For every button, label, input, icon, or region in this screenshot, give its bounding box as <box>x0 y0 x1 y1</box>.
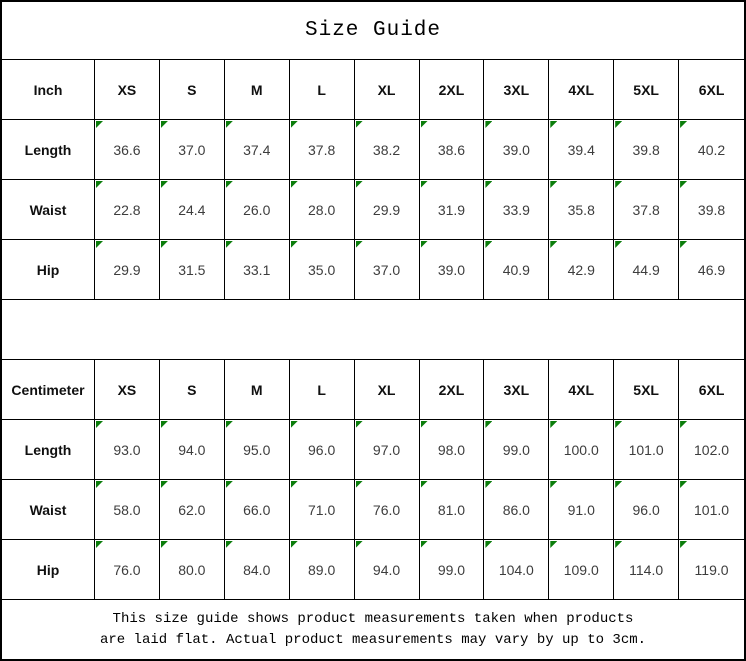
cell-marker-icon <box>291 241 298 248</box>
measurement-cell-label: 40.9 <box>502 261 530 278</box>
measurement-cell <box>95 420 160 480</box>
cell-marker-icon <box>96 121 103 128</box>
measurement-cell <box>355 240 420 300</box>
measurement-cell <box>484 420 549 480</box>
measurement-cell-label: 66.0 <box>243 501 271 518</box>
cell-marker-icon <box>226 481 233 488</box>
size-header-m-label: M <box>250 381 263 398</box>
size-header-l <box>290 360 355 420</box>
cell-marker-icon <box>615 421 622 428</box>
measurement-cell <box>484 480 549 540</box>
measurement-cell <box>225 540 290 600</box>
row-label-hip <box>2 240 95 300</box>
measurement-cell <box>420 480 485 540</box>
measurement-cell <box>679 180 744 240</box>
spacer-row <box>2 300 744 360</box>
row-label-hip <box>2 540 95 600</box>
measurement-cell-label: 93.0 <box>113 441 141 458</box>
size-header-6xl-label: 6XL <box>698 381 725 398</box>
row-label-hip-label: Hip <box>36 261 60 278</box>
cell-marker-icon <box>550 181 557 188</box>
cell-marker-icon <box>161 181 168 188</box>
measurement-cell-label: 35.8 <box>567 201 595 218</box>
measurement-cell <box>549 420 614 480</box>
measurement-cell <box>420 120 485 180</box>
measurement-cell-label: 38.2 <box>372 141 401 158</box>
cell-marker-icon <box>96 241 103 248</box>
cell-marker-icon <box>96 421 103 428</box>
measurement-cell <box>355 540 420 600</box>
size-header-4xl <box>549 60 614 120</box>
measurement-cell <box>355 120 420 180</box>
size-header-5xl-label: 5XL <box>633 81 659 98</box>
cell-marker-icon <box>615 541 622 548</box>
cell-marker-icon <box>485 421 492 428</box>
measurement-cell-label: 24.4 <box>178 201 206 218</box>
cell-marker-icon <box>550 541 557 548</box>
measurement-cell-label: 101.0 <box>694 501 730 518</box>
cell-marker-icon <box>356 421 363 428</box>
measurement-cell <box>290 480 355 540</box>
cell-marker-icon <box>96 541 103 548</box>
cell-marker-icon <box>356 121 363 128</box>
measurement-cell <box>95 540 160 600</box>
size-header-5xl <box>614 60 679 120</box>
size-header-xs-label: XS <box>117 381 137 398</box>
measurement-cell-label: 76.0 <box>372 501 401 518</box>
cell-marker-icon <box>485 241 492 248</box>
measurement-cell <box>420 180 485 240</box>
measurement-cell-label: 33.1 <box>243 261 271 278</box>
measurement-cell-label: 119.0 <box>694 561 729 578</box>
cell-marker-icon <box>356 241 363 248</box>
measurement-cell-label: 26.0 <box>243 201 271 218</box>
measurement-cell-label: 99.0 <box>437 561 466 578</box>
row-label-waist-label: Waist <box>29 501 67 518</box>
measurement-cell-label: 71.0 <box>308 501 336 518</box>
measurement-cell-label: 86.0 <box>502 501 530 518</box>
measurement-cell <box>160 240 225 300</box>
measurement-cell-label: 99.0 <box>502 441 530 458</box>
size-header-3xl <box>484 60 549 120</box>
cell-marker-icon <box>291 421 298 428</box>
cell-marker-icon <box>161 421 168 428</box>
measurement-cell-label: 97.0 <box>372 441 401 458</box>
measurement-cell-label: 98.0 <box>437 441 466 458</box>
measurement-cell-label: 39.8 <box>697 201 726 218</box>
unit-header-centimeter-label: Centimeter <box>11 381 85 398</box>
measurement-cell <box>355 480 420 540</box>
cell-marker-icon <box>680 121 687 128</box>
cell-marker-icon <box>161 241 168 248</box>
measurement-cell <box>160 420 225 480</box>
cell-marker-icon <box>421 121 428 128</box>
measurement-cell-label: 95.0 <box>243 441 271 458</box>
cell-marker-icon <box>161 481 168 488</box>
measurement-cell-label: 29.9 <box>372 201 401 218</box>
cell-marker-icon <box>291 541 298 548</box>
cell-marker-icon <box>356 481 363 488</box>
measurement-cell-label: 36.6 <box>113 141 141 158</box>
cell-marker-icon <box>550 481 557 488</box>
measurement-cell-label: 42.9 <box>567 261 595 278</box>
measurement-cell-label: 114.0 <box>629 561 664 578</box>
measurement-cell-label: 31.9 <box>437 201 466 218</box>
row-label-waist-label: Waist <box>29 201 67 218</box>
cell-marker-icon <box>485 481 492 488</box>
row-label-length-label: Length <box>24 441 72 458</box>
measurement-cell <box>225 240 290 300</box>
cell-marker-icon <box>615 241 622 248</box>
measurement-cell-label: 89.0 <box>308 561 336 578</box>
cell-marker-icon <box>680 181 687 188</box>
measurement-cell-label: 39.8 <box>632 141 660 158</box>
measurement-cell <box>484 180 549 240</box>
size-header-2xl-label: 2XL <box>438 81 465 98</box>
measurement-cell <box>549 480 614 540</box>
cell-marker-icon <box>615 181 622 188</box>
measurement-cell <box>225 120 290 180</box>
measurement-cell-label: 37.8 <box>632 201 660 218</box>
cell-marker-icon <box>421 541 428 548</box>
measurement-cell <box>549 240 614 300</box>
measurement-cell <box>549 180 614 240</box>
size-header-3xl <box>484 360 549 420</box>
unit-header-centimeter <box>2 360 95 420</box>
cell-marker-icon <box>550 121 557 128</box>
size-header-l-label: L <box>317 81 326 98</box>
measurement-cell-label: 39.0 <box>502 141 530 158</box>
measurement-cell <box>614 420 679 480</box>
unit-header-inch-label: Inch <box>33 81 63 98</box>
measurement-cell-label: 102.0 <box>694 441 730 458</box>
cell-marker-icon <box>356 181 363 188</box>
cell-marker-icon <box>226 121 233 128</box>
size-header-xs <box>95 60 160 120</box>
cell-marker-icon <box>226 421 233 428</box>
cell-marker-icon <box>161 121 168 128</box>
size-header-2xl <box>420 60 485 120</box>
footer-line-1: This size guide shows product measurements taken when products <box>112 611 634 628</box>
measurement-cell-label: 28.0 <box>308 201 336 218</box>
footer-note <box>2 600 744 659</box>
cell-marker-icon <box>226 541 233 548</box>
measurement-cell-label: 58.0 <box>113 501 141 518</box>
size-header-s-label: S <box>187 381 197 398</box>
measurement-cell <box>484 120 549 180</box>
cell-marker-icon <box>680 241 687 248</box>
measurement-cell <box>160 180 225 240</box>
measurement-cell <box>420 420 485 480</box>
size-header-3xl-label: 3XL <box>503 81 530 98</box>
measurement-cell <box>160 480 225 540</box>
page-title: Size Guide <box>2 2 744 60</box>
measurement-cell <box>614 540 679 600</box>
measurement-cell-label: 84.0 <box>243 561 271 578</box>
measurement-cell <box>679 420 744 480</box>
measurement-cell <box>614 120 679 180</box>
measurement-cell <box>95 240 160 300</box>
measurement-cell <box>95 480 160 540</box>
measurement-cell <box>679 240 744 300</box>
measurement-cell <box>355 420 420 480</box>
size-header-6xl <box>679 60 744 120</box>
measurement-cell <box>679 120 744 180</box>
cell-marker-icon <box>96 181 103 188</box>
cell-marker-icon <box>421 421 428 428</box>
size-header-6xl <box>679 360 744 420</box>
measurement-cell <box>679 540 744 600</box>
measurement-cell-label: 81.0 <box>437 501 466 518</box>
size-header-xl-label: XL <box>377 381 396 398</box>
measurement-cell-label: 94.0 <box>372 561 401 578</box>
cell-marker-icon <box>615 481 622 488</box>
size-header-m <box>225 360 290 420</box>
measurement-cell-label: 44.9 <box>632 261 660 278</box>
measurement-cell <box>484 240 549 300</box>
measurement-cell-label: 91.0 <box>567 501 595 518</box>
cell-marker-icon <box>485 121 492 128</box>
measurement-cell <box>225 180 290 240</box>
measurement-cell <box>355 180 420 240</box>
size-header-5xl <box>614 360 679 420</box>
size-header-4xl-label: 4XL <box>568 381 595 398</box>
measurement-cell-label: 37.0 <box>178 141 206 158</box>
cell-marker-icon <box>291 181 298 188</box>
footer-line-2: are laid flat. Actual product measurements may vary by up to 3cm. <box>99 631 647 648</box>
measurement-cell <box>614 240 679 300</box>
cell-marker-icon <box>356 541 363 548</box>
measurement-cell-label: 22.8 <box>113 201 141 218</box>
measurement-cell-label: 35.0 <box>308 261 336 278</box>
row-label-waist <box>2 180 95 240</box>
cell-marker-icon <box>485 541 492 548</box>
measurement-cell-label: 62.0 <box>178 501 206 518</box>
size-header-s <box>160 60 225 120</box>
measurement-cell <box>225 480 290 540</box>
measurement-cell-label: 100.0 <box>563 441 599 458</box>
measurement-cell-label: 33.9 <box>502 201 530 218</box>
cell-marker-icon <box>421 481 428 488</box>
measurement-cell <box>160 120 225 180</box>
cell-marker-icon <box>485 181 492 188</box>
size-header-4xl-label: 4XL <box>568 81 595 98</box>
cell-marker-icon <box>96 481 103 488</box>
cell-marker-icon <box>421 241 428 248</box>
size-header-xs-label: XS <box>117 81 137 98</box>
measurement-cell <box>614 180 679 240</box>
row-label-length <box>2 120 95 180</box>
cell-marker-icon <box>615 121 622 128</box>
size-header-xl <box>355 360 420 420</box>
size-header-4xl <box>549 360 614 420</box>
measurement-cell-label: 109.0 <box>563 561 599 578</box>
measurement-cell-label: 96.0 <box>308 441 336 458</box>
cell-marker-icon <box>421 181 428 188</box>
measurement-cell <box>290 120 355 180</box>
measurement-cell-label: 94.0 <box>178 441 206 458</box>
size-header-l <box>290 60 355 120</box>
size-header-2xl-label: 2XL <box>438 381 465 398</box>
measurement-cell-label: 46.9 <box>697 261 726 278</box>
size-header-3xl-label: 3XL <box>503 381 530 398</box>
measurement-cell-label: 37.8 <box>308 141 336 158</box>
unit-header-inch <box>2 60 95 120</box>
size-header-xl-label: XL <box>377 81 396 98</box>
cell-marker-icon <box>161 541 168 548</box>
measurement-cell <box>549 120 614 180</box>
measurement-cell <box>420 540 485 600</box>
measurement-cell <box>290 540 355 600</box>
size-header-s <box>160 360 225 420</box>
measurement-cell-label: 80.0 <box>178 561 206 578</box>
cell-marker-icon <box>226 181 233 188</box>
cell-marker-icon <box>680 541 687 548</box>
measurement-cell-label: 96.0 <box>632 501 660 518</box>
measurement-cell-label: 101.0 <box>628 441 664 458</box>
row-label-length <box>2 420 95 480</box>
measurement-cell-label: 39.0 <box>437 261 466 278</box>
size-header-6xl-label: 6XL <box>698 81 725 98</box>
measurement-cell-label: 38.6 <box>437 141 466 158</box>
cell-marker-icon <box>680 421 687 428</box>
cell-marker-icon <box>550 421 557 428</box>
measurement-cell-label: 31.5 <box>178 261 206 278</box>
measurement-cell-label: 76.0 <box>113 561 141 578</box>
measurement-cell <box>160 540 225 600</box>
size-header-m-label: M <box>250 81 263 98</box>
row-label-length-label: Length <box>24 141 72 158</box>
measurement-cell-label: 29.9 <box>113 261 141 278</box>
measurement-cell <box>679 480 744 540</box>
cell-marker-icon <box>550 241 557 248</box>
measurement-cell <box>614 480 679 540</box>
measurement-cell-label: 39.4 <box>567 141 595 158</box>
measurement-cell <box>420 240 485 300</box>
measurement-cell-label: 37.0 <box>372 261 401 278</box>
measurement-cell-label: 37.4 <box>243 141 271 158</box>
size-header-5xl-label: 5XL <box>633 381 659 398</box>
cell-marker-icon <box>226 241 233 248</box>
cell-marker-icon <box>680 481 687 488</box>
measurement-cell <box>290 240 355 300</box>
size-header-xl <box>355 60 420 120</box>
measurement-cell <box>95 180 160 240</box>
size-header-l-label: L <box>317 381 326 398</box>
row-label-hip-label: Hip <box>36 561 60 578</box>
size-header-s-label: S <box>187 81 197 98</box>
size-header-2xl <box>420 360 485 420</box>
measurement-cell-label: 40.2 <box>697 141 726 158</box>
cell-marker-icon <box>291 121 298 128</box>
measurement-cell <box>484 540 549 600</box>
size-header-m <box>225 60 290 120</box>
measurement-cell <box>290 180 355 240</box>
measurement-cell <box>290 420 355 480</box>
row-label-waist <box>2 480 95 540</box>
measurement-cell <box>95 120 160 180</box>
measurement-cell <box>225 420 290 480</box>
measurement-cell <box>549 540 614 600</box>
measurement-cell-label: 104.0 <box>498 561 534 578</box>
cell-marker-icon <box>291 481 298 488</box>
size-header-xs <box>95 360 160 420</box>
